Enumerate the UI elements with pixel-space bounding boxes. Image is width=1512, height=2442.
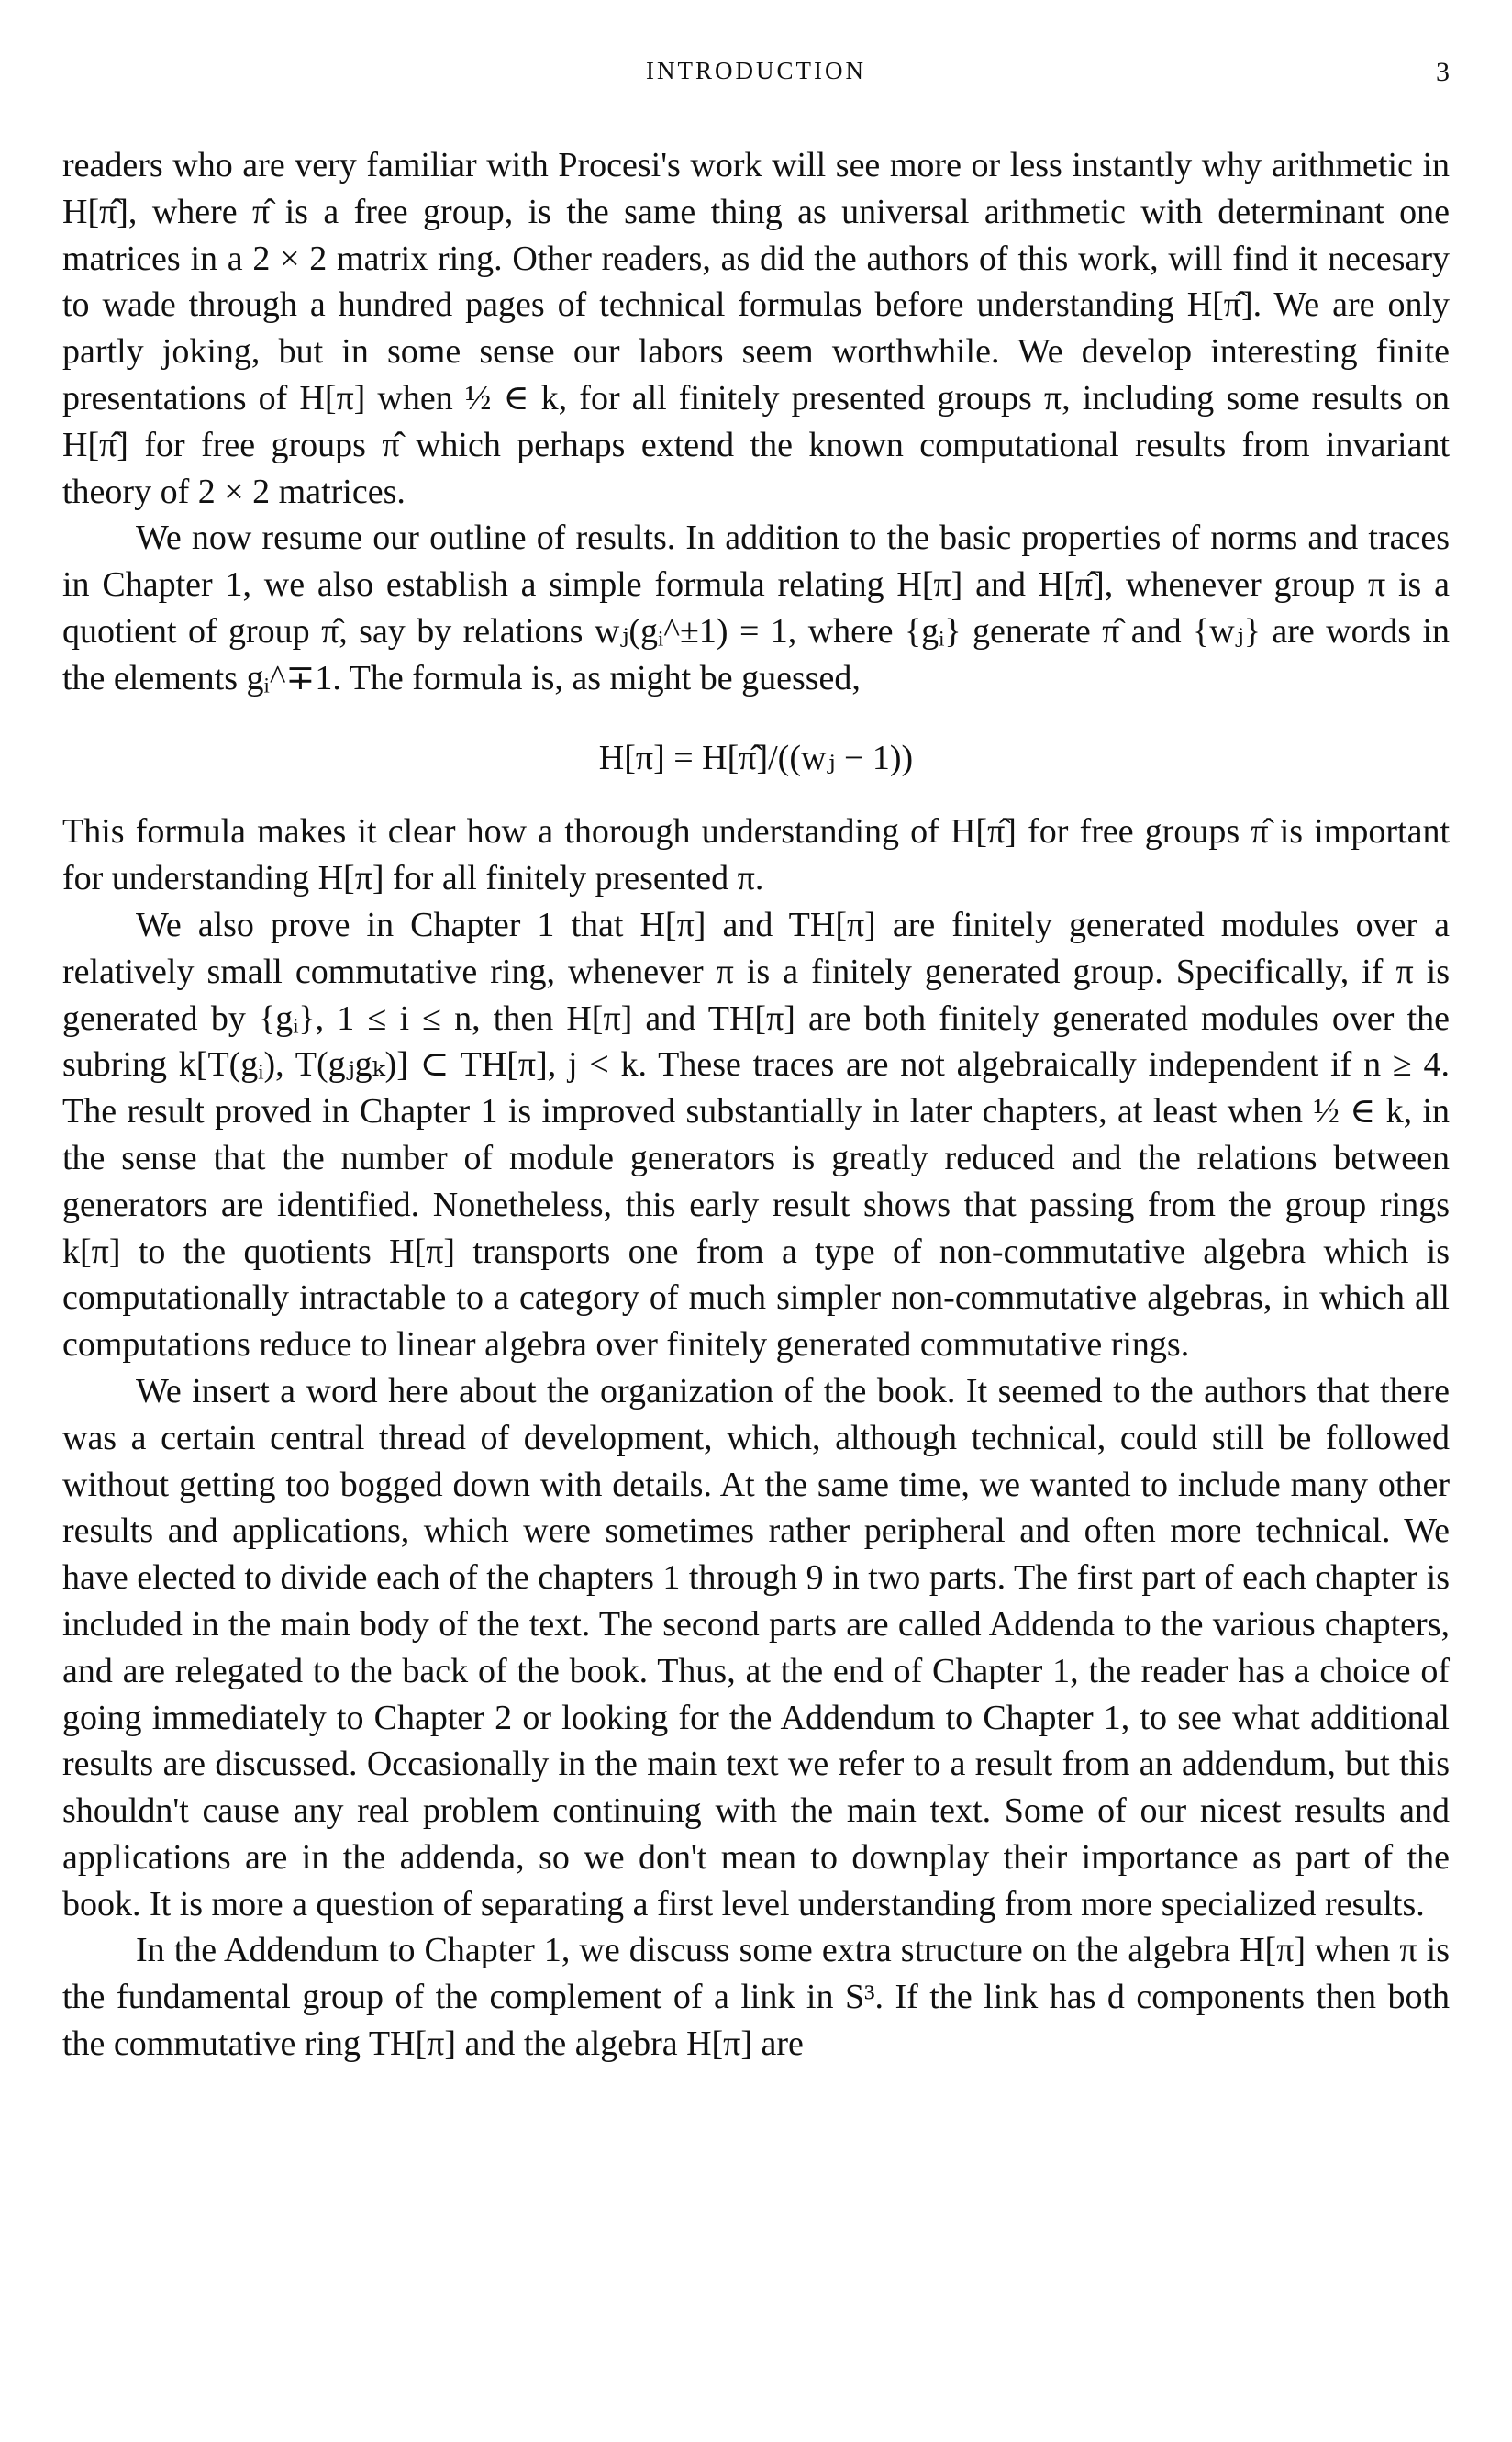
body-text: [62, 142, 1450, 2068]
display-equation: H[π] = H[π̂]/((wⱼ − 1)): [598, 738, 914, 777]
paragraph-6: In the Addendum to Chapter 1, we discuss some extra structure on the algebra H[π] when π is the fundamental group of the complement of a link in S³. If the link has d components then both the commutative ring TH[π] and the algebra H[π] are: [62, 1931, 1450, 2064]
paragraph-4: We also prove in Chapter 1 that H[π] and TH[π] are finitely generated modules over a relatively small commutative ring, whenever π is a finitely generated group. Specifically, if π is generated by {gᵢ}, 1 ≤ i ≤ n, then H[π] and TH[π] are both finitely generated modules over the subring k[T(gᵢ), T(gⱼgₖ)] ⊂ TH[π], j < k. These traces are not algebraically independent if n ≥ 4. The result proved in Chapter 1 is improved substantially in later chapters, at least when ½ ∈ k, in the sense that the number of module generators is greatly reduced and the relations between generators are identified. Nonetheless, this early result shows that passing from the group rings k[π] to the quotients H[π] transports one from a type of non-commutative algebra which is computationally intractable to a category of much simpler non-commutative algebras, in which all computations reduce to linear algebra over finitely generated commutative rings.: [62, 905, 1450, 1365]
paragraph-5: We insert a word here about the organization of the book. It seemed to the authors that there was a certain central thread of development, which, although technical, could still be followed without getting too bogged down with details. At the same time, we wanted to include many other results and applications, which were sometimes rather peripheral and often more technical. We have elected to divide each of the chapters 1 through 9 in two parts. The first part of each chapter is included in the main body of the text. The second parts are called Addenda to the various chapters, and are relegated to the back of the book. Thus, at the end of Chapter 1, the reader has a choice of going immediately to Chapter 2 or looking for the Addendum to Chapter 1, to see what additional results are discussed. Occasionally in the main text we refer to a result from an addendum, but this shouldn't cause any real problem continuing with the main text. Some of our nicest results and applications are in the addenda, so we don't mean to downplay their importance as part of the book. It is more a question of separating a first level understanding from more specialized results.: [62, 1371, 1450, 1923]
running-title: INTRODUCTION: [646, 57, 866, 84]
paragraph-3: This formula makes it clear how a thorough understanding of H[π̂] for free groups π̂ is important for understanding H[π] for all finitely presented π.: [62, 812, 1450, 898]
paragraph-2: We now resume our outline of results. In addition to the basic properties of norms and traces in Chapter 1, we also establish a simple formula relating H[π] and H[π̂], whenever group π is a quotient of group π̂, say by relations wⱼ(gᵢ^±1) = 1, where {gᵢ} generate π̂ and {wⱼ} are words in the elements gᵢ^∓1. The formula is, as might be guessed,: [62, 519, 1450, 697]
page-number: 3: [1436, 57, 1450, 87]
running-head: [62, 57, 1450, 94]
paragraph-1: readers who are very familiar with Procesi's work will see more or less instantly why arithmetic in H[π̂], where π̂ is a free group, is the same thing as universal arithmetic with determinant one matrices in a 2 × 2 matrix ring. Other readers, as did the authors of this work, will find it necesary to wade through a hundred pages of technical formulas before understanding H[π̂]. We are only partly joking, but in some sense our labors seem worthwhile. We develop interesting finite presentations of H[π] when ½ ∈ k, for all finitely presented groups π, including some results on H[π̂] for free groups π̂ which perhaps extend the known computational results from invariant theory of 2 × 2 matrices.: [62, 146, 1450, 511]
